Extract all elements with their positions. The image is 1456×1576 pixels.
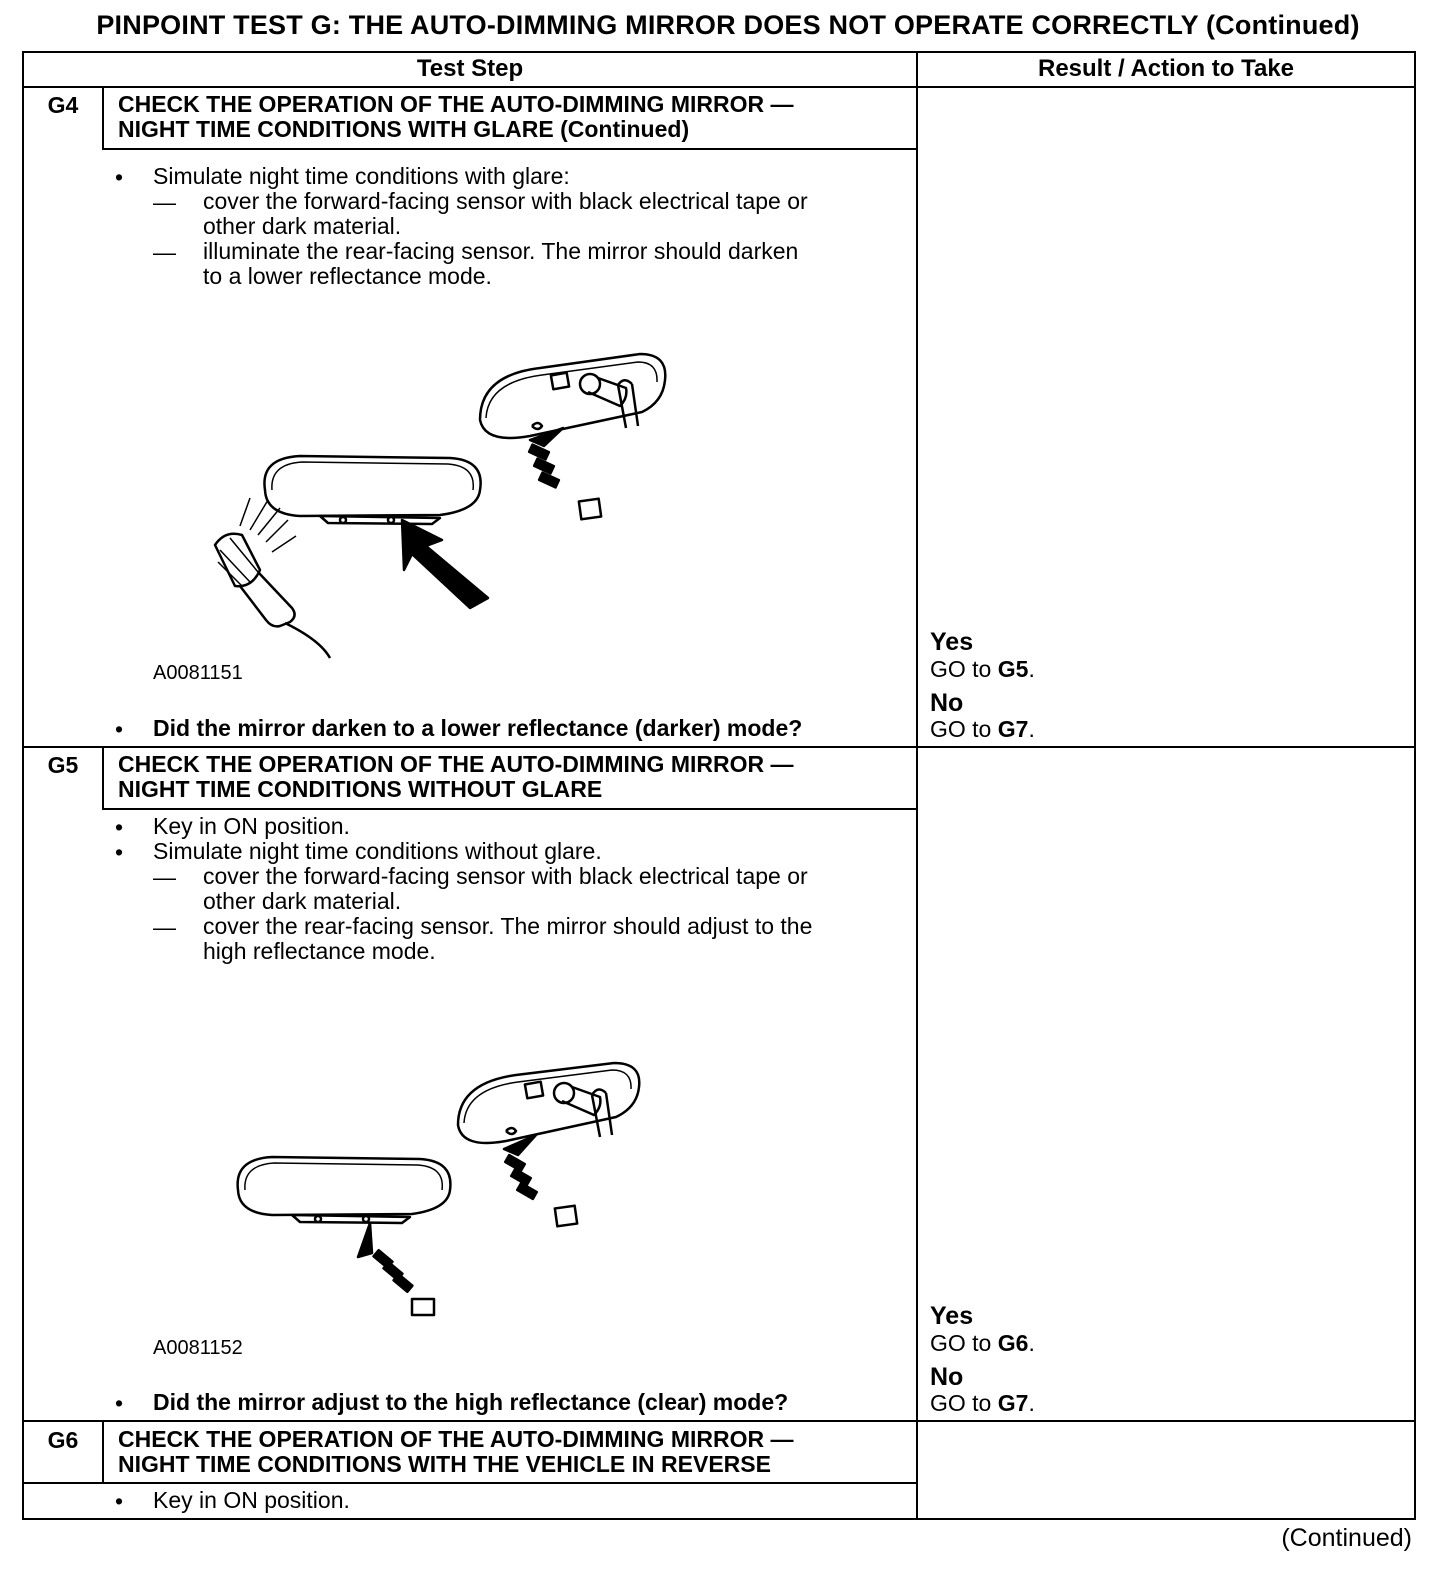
row-divider — [22, 746, 1416, 748]
instruction-text: cover the forward-facing sensor with black electrical tape or — [203, 188, 808, 214]
goto-target[interactable]: G6 — [997, 1330, 1029, 1356]
bullet-marker: • — [115, 1390, 124, 1416]
continued-label: (Continued) — [1281, 1524, 1412, 1552]
result-yes-label: Yes — [930, 1302, 974, 1330]
result-no-label: No — [930, 1363, 964, 1391]
column-header-test-step: Test Step — [416, 55, 524, 82]
mirror-glare-illustration — [180, 340, 700, 660]
instruction-text: Key in ON position. — [153, 813, 350, 839]
instruction-text: high reflectance mode. — [203, 938, 436, 964]
column-divider — [916, 51, 918, 1520]
step-title: CHECK THE OPERATION OF THE AUTO-DIMMING MIRROR — NIGHT TIME CONDITIONS WITH THE VEHICLE IN REVERSE — [118, 1426, 794, 1477]
instruction-text: other dark material. — [203, 213, 402, 239]
result-yes-action: GO to G6. — [930, 1330, 1035, 1356]
bullet-marker: • — [115, 839, 124, 865]
dash-marker: — — [153, 189, 176, 215]
result-yes-label: Yes — [930, 628, 974, 656]
instruction-text: Key in ON position. — [153, 1487, 350, 1513]
instruction-text: cover the forward-facing sensor with black electrical tape or — [203, 863, 808, 889]
result-no-label: No — [930, 689, 964, 717]
result-no-action: GO to G7. — [930, 716, 1035, 742]
step-question: Did the mirror darken to a lower reflectance (darker) mode? — [153, 715, 803, 741]
instruction-text: other dark material. — [203, 888, 402, 914]
instruction-text: Simulate night time conditions without glare. — [153, 838, 602, 864]
bullet-marker: • — [115, 814, 124, 840]
dash-marker: — — [153, 864, 176, 890]
header-divider — [22, 86, 1416, 88]
step-id: G6 — [47, 1427, 79, 1453]
goto-target[interactable]: G7 — [997, 1390, 1029, 1416]
step-question: Did the mirror adjust to the high reflectance (clear) mode? — [153, 1389, 789, 1415]
result-no-action: GO to G7. — [930, 1390, 1035, 1416]
step-title: CHECK THE OPERATION OF THE AUTO-DIMMING MIRROR — NIGHT TIME CONDITIONS WITHOUT GLARE — [118, 751, 794, 802]
step-id-divider — [102, 748, 104, 810]
goto-target[interactable]: G5 — [997, 656, 1029, 682]
step-title-divider — [22, 1482, 918, 1484]
figure-id: A0081152 — [153, 1337, 243, 1359]
dash-marker: — — [153, 239, 176, 265]
step-id: G4 — [47, 92, 79, 118]
step-title: CHECK THE OPERATION OF THE AUTO-DIMMING MIRROR — NIGHT TIME CONDITIONS WITH GLARE (Continued) — [118, 91, 794, 142]
instruction-text: Simulate night time conditions with glare: — [153, 163, 570, 189]
goto-target[interactable]: G7 — [997, 716, 1029, 742]
step-title-divider — [102, 808, 918, 810]
result-yes-action: GO to G5. — [930, 656, 1035, 682]
page-title: PINPOINT TEST G: THE AUTO-DIMMING MIRROR DOES NOT OPERATE CORRECTLY (Continued) — [96, 10, 1360, 40]
dash-marker: — — [153, 914, 176, 940]
step-title-divider — [102, 148, 918, 150]
row-divider — [22, 1420, 1416, 1422]
figure-id: A0081151 — [153, 662, 243, 684]
instruction-text: cover the rear-facing sensor. The mirror should adjust to the — [203, 913, 813, 939]
step-id: G5 — [47, 752, 79, 778]
bullet-marker: • — [115, 716, 124, 742]
bullet-marker: • — [115, 1488, 124, 1514]
bullet-marker: • — [115, 164, 124, 190]
instruction-text: to a lower reflectance mode. — [203, 263, 492, 289]
column-header-result: Result / Action to Take — [1037, 55, 1295, 82]
step-id-divider — [102, 86, 104, 150]
step-id-divider — [102, 1422, 104, 1484]
mirror-no-glare-illustration — [230, 1055, 660, 1325]
instruction-text: illuminate the rear-facing sensor. The mirror should darken — [203, 238, 799, 264]
